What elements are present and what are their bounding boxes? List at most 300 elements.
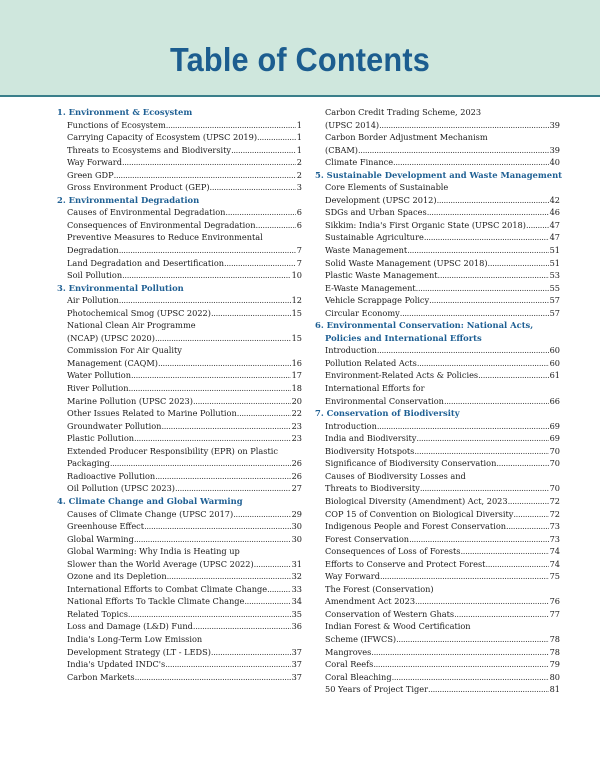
entry-row — [57, 244, 302, 257]
page-number: 47 — [549, 219, 560, 230]
toc-entry[interactable] — [57, 508, 302, 521]
dot-leader — [393, 156, 549, 169]
entry-title: Pollution Related Acts — [325, 357, 417, 368]
entry-row — [315, 432, 560, 445]
page-number: 30 — [291, 521, 302, 532]
page-number: 1 — [296, 132, 302, 143]
entry-row — [57, 144, 302, 157]
dot-leader — [526, 219, 549, 232]
dot-leader — [506, 520, 549, 533]
toc-entry[interactable] — [315, 257, 560, 270]
toc-entry[interactable] — [315, 620, 560, 645]
entry-row — [57, 583, 302, 596]
toc-entry[interactable] — [57, 319, 302, 344]
section-heading[interactable]: 4. Climate Change and Global Warming — [57, 495, 243, 506]
entry-row — [315, 282, 560, 295]
dot-leader — [396, 633, 548, 646]
entry-row — [57, 219, 302, 232]
page-number: 79 — [549, 659, 560, 670]
entry-title: Other Issues Related to Marine Pollution — [67, 408, 237, 419]
entry-row — [57, 382, 302, 395]
dot-leader — [193, 620, 291, 633]
entry-title: Solid Waste Management (UPSC 2018) — [325, 257, 488, 268]
dot-leader — [158, 357, 291, 370]
entry-title: 50 Years of Project Tiger — [325, 684, 429, 695]
entry-row — [57, 570, 302, 583]
toc-entry[interactable] — [315, 570, 560, 583]
entry-row — [315, 595, 560, 608]
toc-entry[interactable] — [315, 357, 560, 370]
entry-title: Scheme (IFWCS) — [325, 633, 397, 644]
toc-entry[interactable] — [57, 169, 302, 182]
dot-leader — [377, 344, 549, 357]
page-number: 32 — [291, 571, 302, 582]
entry-title: Coral Reefs — [325, 659, 374, 670]
dot-leader — [225, 206, 295, 219]
toc-entry[interactable] — [315, 420, 560, 433]
toc-entry[interactable] — [57, 633, 302, 658]
page-number: 3 — [296, 182, 302, 193]
toc-entry[interactable] — [57, 181, 302, 194]
page-number: 81 — [549, 684, 560, 695]
entry-title: Global Warming — [67, 533, 134, 544]
page-number: 1 — [296, 144, 302, 155]
entry-title: Carrying Capacity of Ecosystem (UPSC 2019) — [67, 132, 258, 143]
dot-leader — [122, 156, 296, 169]
entry-title-line: Indian Forest & Wood Certification — [325, 621, 471, 632]
dot-leader — [167, 570, 291, 583]
page-number: 10 — [291, 270, 302, 281]
toc-entry[interactable] — [315, 558, 560, 571]
dot-leader — [444, 395, 549, 408]
entry-row — [315, 156, 560, 169]
page-number: 74 — [549, 558, 560, 569]
page-number: 66 — [549, 395, 560, 406]
entry-title: Climate Finance — [325, 157, 394, 168]
entry-title: Loss and Damage (L&D) Fund — [67, 621, 193, 632]
page-number: 60 — [549, 345, 560, 356]
page-number: 27 — [291, 483, 302, 494]
toc-entry[interactable] — [315, 269, 560, 282]
dot-leader — [257, 131, 296, 144]
toc-entry[interactable] — [315, 495, 560, 508]
toc-entry[interactable] — [57, 595, 302, 608]
toc-entry[interactable] — [57, 658, 302, 671]
page-number: 37 — [291, 646, 302, 657]
dot-leader — [496, 457, 548, 470]
section-heading[interactable]: 5. Sustainable Development and Waste Management — [315, 169, 563, 180]
toc-entry[interactable] — [57, 119, 302, 132]
entry-row — [315, 482, 560, 495]
entry-title: Plastic Waste Management — [325, 270, 438, 281]
entry-title: Packaging — [67, 458, 110, 469]
entry-title-line: International Efforts for — [325, 383, 425, 394]
page-number: 39 — [549, 144, 560, 155]
entry-row — [57, 131, 302, 144]
toc-entry[interactable] — [315, 369, 560, 382]
page-number: 69 — [549, 420, 560, 431]
toc-entry[interactable] — [315, 432, 560, 445]
toc-entry[interactable] — [57, 620, 302, 633]
page-title: Table of Contents — [169, 41, 431, 78]
entry-row — [57, 482, 302, 495]
entry-title: Management (CAQM) — [67, 357, 158, 368]
entry-row — [315, 119, 560, 132]
page-number: 40 — [549, 157, 560, 168]
dot-leader — [409, 533, 549, 546]
dot-leader — [155, 470, 290, 483]
page-number: 73 — [549, 521, 560, 532]
toc-entry[interactable] — [57, 269, 302, 282]
section-heading[interactable]: 3. Environmental Pollution — [57, 282, 184, 293]
toc-entry[interactable] — [315, 533, 560, 546]
page-number: 26 — [291, 470, 302, 481]
page-number: 26 — [291, 458, 302, 469]
toc-entry[interactable] — [57, 445, 302, 470]
page-number: 2 — [296, 157, 302, 168]
page-number: 78 — [549, 646, 560, 657]
dot-leader — [414, 445, 548, 458]
toc-entry[interactable] — [57, 407, 302, 420]
dot-leader — [373, 658, 548, 671]
toc-entry[interactable] — [57, 131, 302, 144]
dot-leader — [175, 482, 291, 495]
toc-entry[interactable] — [57, 545, 302, 570]
entry-row — [57, 156, 302, 169]
page-number: 6 — [296, 207, 302, 218]
entry-title: Mangroves — [325, 646, 372, 657]
page-number: 51 — [549, 245, 560, 256]
entry-row — [315, 558, 560, 571]
page-number: 51 — [549, 257, 560, 268]
toc-entry[interactable] — [57, 520, 302, 533]
dot-leader — [254, 558, 291, 571]
toc-entry[interactable] — [57, 344, 302, 369]
toc-entry[interactable] — [315, 156, 560, 169]
entry-row — [315, 671, 560, 684]
dot-leader — [407, 244, 548, 257]
page-number: 47 — [549, 232, 560, 243]
dot-leader — [400, 307, 549, 320]
entry-row — [57, 407, 302, 420]
entry-row — [57, 332, 302, 345]
page-number: 34 — [291, 596, 302, 607]
page-number: 2 — [296, 169, 302, 180]
entry-row — [57, 520, 302, 533]
dot-leader — [415, 595, 549, 608]
toc-entry[interactable] — [315, 608, 560, 621]
section-heading[interactable]: Policies and International Efforts — [325, 332, 482, 343]
entry-title: Slower than the World Average (UPSC 2022) — [67, 558, 254, 569]
toc-entry[interactable] — [57, 671, 302, 684]
dot-leader — [488, 257, 549, 270]
entry-title-line: Carbon Credit Trading Scheme, 2023 — [325, 107, 482, 117]
dot-leader — [122, 269, 290, 282]
section-heading[interactable]: 1. Environment & Ecosystem — [57, 107, 193, 117]
entry-title: Water Pollution — [67, 370, 131, 381]
toc-entry[interactable] — [315, 307, 560, 320]
entry-title: E-Waste Management — [325, 282, 416, 293]
dot-leader — [193, 395, 291, 408]
toc-entry[interactable] — [57, 583, 302, 596]
page-number: 55 — [549, 282, 560, 293]
entry-title: Threats to Biodiversity — [325, 483, 420, 494]
toc-entry[interactable] — [57, 219, 302, 232]
toc-entry[interactable] — [315, 244, 560, 257]
entry-row — [315, 457, 560, 470]
entry-title: (NCAP) (UPSC 2020) — [67, 332, 155, 343]
page-number: 1 — [296, 119, 302, 130]
entry-row — [57, 395, 302, 408]
entry-title: (CBAM) — [325, 144, 358, 155]
dot-leader — [165, 658, 290, 671]
entry-title: Forest Conservation — [325, 533, 410, 544]
dot-leader — [377, 420, 549, 433]
entry-row — [57, 119, 302, 132]
toc-entry[interactable] — [315, 231, 560, 244]
dot-leader — [416, 282, 549, 295]
dot-leader — [427, 206, 549, 219]
entry-title-line: Extended Producer Responsibility (EPR) on Plastic — [67, 445, 278, 456]
entry-row — [57, 432, 302, 445]
toc-entry[interactable] — [315, 206, 560, 219]
entry-row — [57, 658, 302, 671]
entry-title: Efforts to Conserve and Protect Forest — [325, 558, 486, 569]
dot-leader — [129, 382, 291, 395]
entry-row — [315, 206, 560, 219]
dot-leader — [210, 181, 296, 194]
entry-title: Oil Pollution (UPSC 2023) — [67, 483, 175, 494]
entry-row — [315, 570, 560, 583]
page-number: 37 — [291, 659, 302, 670]
toc-entry[interactable] — [315, 583, 560, 608]
dot-leader — [379, 119, 548, 132]
dot-leader — [161, 420, 290, 433]
page-number: 31 — [291, 558, 302, 569]
entry-row — [315, 194, 560, 207]
entry-title: Functions of Ecosystem — [67, 119, 166, 130]
entry-row — [315, 683, 560, 696]
page-number: 72 — [549, 495, 560, 506]
section-heading[interactable]: 6. Environmental Conservation: National Acts, — [315, 320, 534, 331]
entry-title: Gross Environment Product (GEP) — [67, 182, 210, 193]
entry-row — [315, 357, 560, 370]
entry-row — [57, 608, 302, 621]
entry-row — [57, 558, 302, 571]
entry-title: Biological Diversity (Amendment) Act, 2023 — [325, 495, 508, 506]
toc-entry[interactable] — [315, 683, 560, 696]
entry-row — [315, 144, 560, 157]
entry-title: Introduction — [325, 420, 377, 431]
dot-leader — [420, 482, 549, 495]
entry-title-line: National Clean Air Programme — [67, 320, 196, 331]
entry-title-line: The Forest (Conservation) — [325, 583, 434, 594]
entry-row — [315, 244, 560, 257]
toc-entry[interactable] — [57, 570, 302, 583]
toc-entry[interactable] — [315, 545, 560, 558]
entry-title: Significance of Biodiversity Conservation — [325, 458, 497, 469]
page-number: 77 — [549, 608, 560, 619]
dot-leader — [267, 583, 290, 596]
entry-title: Waste Management — [325, 245, 408, 256]
toc-entry[interactable] — [57, 231, 302, 256]
entry-row — [57, 620, 302, 633]
toc-entry[interactable] — [315, 470, 560, 495]
toc-entry[interactable] — [315, 457, 560, 470]
toc-entry[interactable] — [315, 219, 560, 232]
dot-leader — [424, 231, 549, 244]
page-number: 7 — [296, 257, 302, 268]
toc-entry[interactable] — [315, 382, 560, 407]
toc-entry[interactable] — [315, 282, 560, 295]
page-number: 7 — [296, 245, 302, 256]
entry-row — [57, 595, 302, 608]
dot-leader — [144, 520, 291, 533]
entry-title: Threats to Ecosystems and Biodiversity — [67, 144, 232, 155]
dot-leader — [392, 671, 549, 684]
toc-entry[interactable] — [315, 671, 560, 684]
page-number: 73 — [549, 533, 560, 544]
toc-column-right — [315, 106, 563, 696]
toc-entry[interactable] — [57, 156, 302, 169]
page-number: 53 — [549, 270, 560, 281]
entry-title: COP 15 of Convention on Biological Diversity — [325, 508, 514, 519]
toc-entry[interactable] — [57, 608, 302, 621]
dot-leader — [224, 257, 296, 270]
page-number: 60 — [549, 357, 560, 368]
entry-row — [57, 269, 302, 282]
entry-title: India's Updated INDC's — [67, 659, 166, 670]
toc-entry[interactable] — [57, 533, 302, 546]
toc-entry[interactable] — [315, 344, 560, 357]
page-number: 46 — [549, 207, 560, 218]
toc-entry[interactable] — [57, 206, 302, 219]
section-heading[interactable]: 7. Conservation of Biodiversity — [315, 408, 460, 419]
entry-title: Consequences of Loss of Forests — [325, 546, 461, 557]
entry-title: Land Degradation and Desertification — [67, 257, 225, 268]
toc-entry[interactable] — [315, 658, 560, 671]
entry-row — [315, 646, 560, 659]
entry-title-line: Global Warming: Why India is Heating up — [67, 546, 240, 557]
entry-title: Carbon Markets — [67, 671, 135, 682]
dot-leader — [244, 595, 290, 608]
toc-entry[interactable] — [315, 181, 560, 206]
toc-entry[interactable] — [57, 470, 302, 483]
page-number: 57 — [549, 307, 560, 318]
page-number: 22 — [291, 408, 302, 419]
entry-row — [315, 257, 560, 270]
entry-title-line: Commission For Air Quality — [67, 345, 182, 356]
toc-entry[interactable] — [315, 520, 560, 533]
dot-leader — [134, 533, 291, 546]
page-number: 74 — [549, 546, 560, 557]
toc-entry[interactable] — [315, 106, 560, 131]
entry-row — [57, 671, 302, 684]
toc-entry[interactable] — [315, 508, 560, 521]
entry-row — [57, 369, 302, 382]
dot-leader — [237, 407, 291, 420]
entry-title-line: India's Long-Term Low Emission — [67, 633, 203, 644]
toc-entry[interactable] — [315, 445, 560, 458]
entry-row — [57, 257, 302, 270]
entry-row — [57, 307, 302, 320]
toc-entry[interactable] — [57, 307, 302, 320]
page-number: 39 — [549, 119, 560, 130]
dot-leader — [416, 432, 548, 445]
toc-entry[interactable] — [315, 646, 560, 659]
toc-entry[interactable] — [57, 294, 302, 307]
entry-title: Causes of Environmental Degradation — [67, 207, 226, 218]
entry-row — [57, 533, 302, 546]
dot-leader — [233, 508, 290, 521]
dot-leader — [417, 357, 549, 370]
page-number: 20 — [291, 395, 302, 406]
entry-title: SDGs and Urban Spaces — [325, 207, 427, 218]
page-number: 70 — [549, 458, 560, 469]
entry-title: Sikkim: India's First Organic State (UPSC 2018) — [325, 219, 526, 230]
entry-row — [315, 495, 560, 508]
entry-title: Radioactive Pollution — [67, 470, 156, 481]
entry-title-line: Carbon Border Adjustment Mechanism — [325, 132, 488, 143]
entry-title: Development Strategy (LT - LEDS) — [67, 646, 211, 657]
entry-row — [315, 520, 560, 533]
page-number: 76 — [549, 596, 560, 607]
toc-entry[interactable] — [315, 131, 560, 156]
entry-row — [315, 344, 560, 357]
entry-title: Amendment Act 2023 — [325, 596, 416, 607]
section-heading[interactable]: 2. Environmental Degradation — [57, 194, 200, 205]
dot-leader — [135, 671, 291, 684]
toc-entry[interactable] — [57, 369, 302, 382]
entry-title: Degradation — [67, 245, 119, 256]
dot-leader — [110, 457, 291, 470]
page-number: 72 — [549, 508, 560, 519]
dot-leader — [380, 570, 549, 583]
toc-entry[interactable] — [57, 382, 302, 395]
toc-column-left — [57, 106, 302, 683]
dot-leader — [256, 219, 296, 232]
page-number: 23 — [291, 420, 302, 431]
toc-entry[interactable] — [57, 395, 302, 408]
page-number: 75 — [549, 571, 560, 582]
entry-title: Soil Pollution — [67, 270, 123, 281]
page-number: 80 — [549, 671, 560, 682]
entry-row — [57, 294, 302, 307]
toc-entry[interactable] — [57, 144, 302, 157]
entry-row — [315, 533, 560, 546]
toc-entry[interactable] — [57, 257, 302, 270]
toc-entry[interactable] — [57, 432, 302, 445]
entry-title: Biodiversity Hotspots — [325, 445, 415, 456]
dot-leader — [231, 144, 296, 157]
dot-leader — [131, 369, 291, 382]
page-number: 70 — [549, 445, 560, 456]
entry-row — [57, 169, 302, 182]
page-number: 6 — [296, 219, 302, 230]
entry-title: Ozone and its Depletion — [67, 571, 167, 582]
toc-entry[interactable] — [57, 420, 302, 433]
toc-entry[interactable] — [57, 482, 302, 495]
page-number: 36 — [291, 621, 302, 632]
toc-entry[interactable] — [315, 294, 560, 307]
page-number: 37 — [291, 671, 302, 682]
entry-title: Development (UPSC 2012) — [325, 194, 437, 205]
page-number: 16 — [291, 357, 302, 368]
page-number: 18 — [291, 383, 302, 394]
entry-title: Vehicle Scrappage Policy — [325, 295, 430, 306]
entry-title: International Efforts to Combat Climate Change — [67, 583, 268, 594]
entry-title: Causes of Climate Change (UPSC 2017) — [67, 508, 234, 519]
